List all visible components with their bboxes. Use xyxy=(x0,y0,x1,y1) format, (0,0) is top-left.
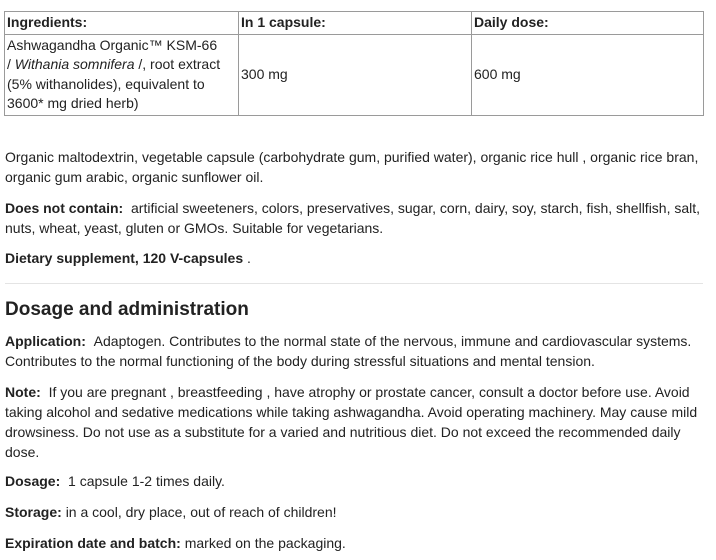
ingredient-separator: / xyxy=(7,56,15,72)
supplement-label: Dietary supplement, 120 V-capsules xyxy=(5,250,244,266)
header-ingredients: Ingredients: xyxy=(5,12,239,35)
ingredient-cell xyxy=(5,34,239,115)
application xyxy=(5,331,705,371)
header-daily-dose: Daily dose: xyxy=(472,12,704,35)
header-per-capsule: In 1 capsule: xyxy=(239,12,472,35)
storage-label: Storage: xyxy=(5,504,62,520)
table-header-row xyxy=(5,12,704,35)
ingredients-table xyxy=(4,11,704,116)
expiration-text: marked on the packaging. xyxy=(184,535,346,551)
other-ingredients: Organic maltodextrin, vegetable capsule (carbohydrate gum, purified water), organic rice hull , organic rice bran, organic gum arabic, organic sunflower oil. xyxy=(5,149,699,185)
ingredient-name: Ashwagandha Organic™ KSM-66 xyxy=(7,36,218,53)
dosage-label: Dosage: xyxy=(5,473,61,489)
supplement-suffix: . xyxy=(243,250,251,266)
note-text: If you are pregnant , breastfeeding , have atrophy or prostate cancer, consult a doctor before use. Avoid taking alcohol and sedative medications while taking ashwagandha. Avoid operating machinery. May cause mild drowsiness. Do not use as a substitute for a varied and nutritious diet. Do not exceed the recommended daily dose. xyxy=(5,384,698,460)
supplement-info xyxy=(5,248,705,268)
per-capsule-cell: 300 mg xyxy=(239,34,472,115)
section-divider xyxy=(5,283,703,284)
dosage-text: 1 capsule 1-2 times daily. xyxy=(68,473,225,489)
ingredient-details: /, root extract (5% withanolides), equivalent to 3600* mg dried herb) xyxy=(7,56,221,111)
note-label: Note: xyxy=(5,384,41,400)
storage xyxy=(5,502,705,522)
section-title: Dosage and administration xyxy=(5,299,249,320)
storage-text: in a cool, dry place, out of reach of children! xyxy=(65,504,337,520)
note xyxy=(5,382,705,462)
expiration xyxy=(5,533,705,553)
expiration-label: Expiration date and batch: xyxy=(5,535,181,551)
dosage xyxy=(5,471,705,491)
does-not-contain-label: Does not contain: xyxy=(5,200,124,216)
ingredient-latin-name: Withania somnifera xyxy=(14,56,135,72)
does-not-contain xyxy=(5,198,705,238)
application-label: Application: xyxy=(5,333,86,349)
does-not-contain-text: artificial sweeteners, colors, preservatives, sugar, corn, dairy, soy, starch, fish, shellfish, salt, nuts, wheat, yeast, gluten or GMOs. Suitable for vegetarians. xyxy=(5,200,701,236)
daily-dose-cell: 600 mg xyxy=(472,34,704,115)
table-row xyxy=(5,34,704,115)
application-text: Adaptogen. Contributes to the normal state of the nervous, immune and cardiovascular systems. Contributes to the normal functioning of the body during stressful situations and mental tension. xyxy=(5,333,692,369)
